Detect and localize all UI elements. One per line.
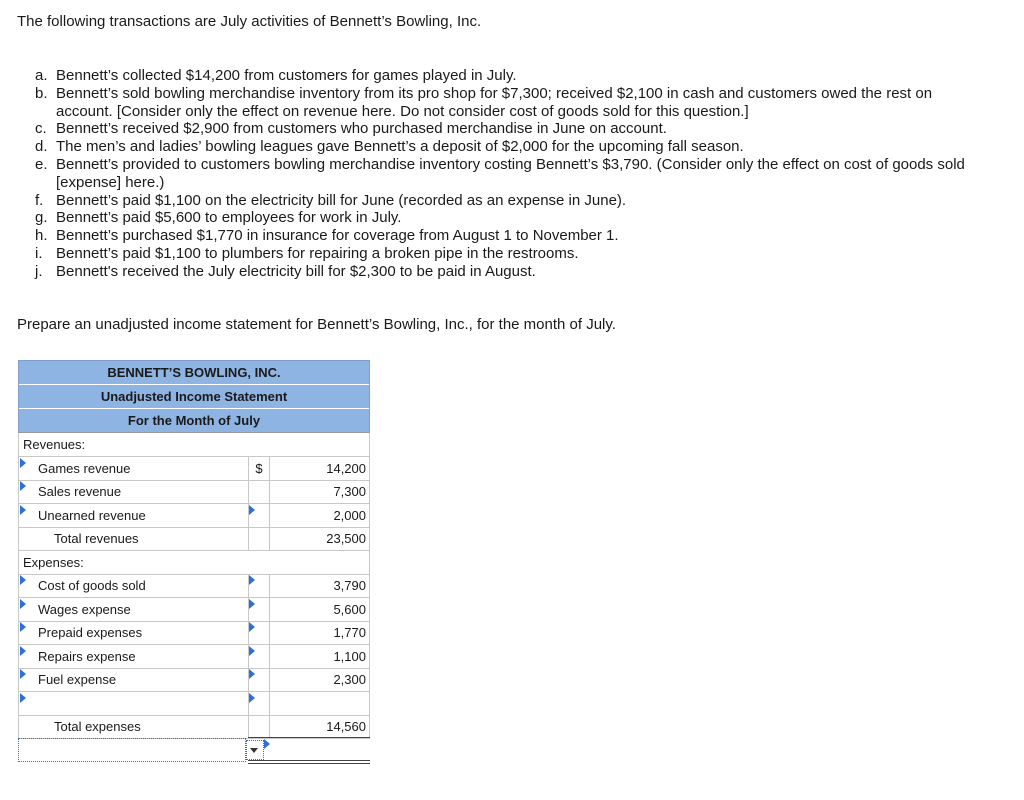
revenue-account-select[interactable]: Sales revenue — [19, 480, 249, 504]
transaction-item: g. Bennett’s paid $5,600 to employees for work in July. — [35, 209, 402, 227]
statement-header — [18, 360, 370, 433]
expense-row-empty[interactable] — [18, 692, 370, 716]
revenue-amount-input[interactable]: 7,300 — [270, 480, 370, 504]
intro-text: The following transactions are July activities of Bennett’s Bowling, Inc. — [17, 13, 482, 30]
net-income-label-select[interactable] — [18, 738, 246, 762]
revenue-account-select[interactable]: Games revenue — [19, 457, 249, 481]
expense-row[interactable] — [18, 574, 370, 598]
expense-amount-input[interactable]: 3,790 — [270, 574, 370, 598]
total-revenues-row — [18, 527, 370, 551]
revenues-section-label: Revenues: — [18, 433, 370, 457]
net-income-row[interactable] — [18, 738, 370, 762]
expense-row[interactable] — [18, 621, 370, 645]
total-revenues-label: Total revenues — [19, 527, 249, 551]
expense-account-select[interactable]: Cost of goods sold — [19, 574, 249, 598]
total-expenses-row — [18, 715, 370, 739]
statement-title: Unadjusted Income Statement — [19, 385, 369, 409]
currency-cell — [249, 480, 270, 504]
total-expenses-label: Total expenses — [19, 715, 249, 739]
transaction-item: h. Bennett’s purchased $1,770 in insurance for coverage from August 1 to November 1. — [35, 227, 619, 245]
revenue-row[interactable] — [18, 457, 370, 481]
statement-period: For the Month of July — [19, 409, 369, 433]
transaction-item: e. Bennett’s provided to customers bowling merchandise inventory costing Bennett’s $3,790. (Consider only the effect on cost of goods sold [expense] here.) — [35, 155, 965, 191]
expense-amount-input[interactable]: 1,100 — [270, 645, 370, 669]
transaction-item: f. Bennett’s paid $1,100 on the electricity bill for June (recorded as an expense in June). — [35, 191, 627, 209]
transaction-list — [35, 67, 975, 281]
currency-symbol: $ — [249, 457, 270, 481]
currency-cell — [249, 504, 270, 528]
chevron-down-icon — [250, 748, 258, 753]
total-expenses-amount: 14,560 — [270, 715, 370, 739]
expense-account-select[interactable] — [19, 692, 249, 716]
company-name: BENNETT’S BOWLING, INC. — [19, 361, 369, 385]
revenue-row[interactable] — [18, 480, 370, 504]
income-statement — [18, 360, 370, 739]
expense-amount-input[interactable] — [270, 692, 370, 716]
question-prompt: Prepare an unadjusted income statement for Bennett’s Bowling, Inc., for the month of July. — [17, 316, 616, 333]
expense-row[interactable] — [18, 598, 370, 622]
expense-account-select[interactable]: Wages expense — [19, 598, 249, 622]
input-flag-icon — [264, 739, 270, 749]
expense-row[interactable] — [18, 645, 370, 669]
revenue-row[interactable] — [18, 504, 370, 528]
expenses-section-label: Expenses: — [18, 551, 370, 575]
underline — [248, 737, 370, 738]
transaction-item: d. The men’s and ladies’ bowling leagues gave Bennett’s a deposit of $2,000 for the upcoming fall season. — [35, 138, 744, 156]
total-revenues-amount: 23,500 — [270, 527, 370, 551]
transaction-item: a. Bennett’s collected $14,200 from customers for games played in July. — [35, 67, 517, 84]
transaction-item: b. Bennett’s sold bowling merchandise inventory from its pro shop for $7,300; received $2,100 in cash and customers owed the rest on account. [Consider only the effect on revenue here. Do not consider cost of goods sold for this question.] — [35, 84, 933, 120]
expense-account-select[interactable]: Fuel expense — [19, 668, 249, 692]
expense-amount-input[interactable]: 1,770 — [270, 621, 370, 645]
transaction-item: c. Bennett’s received $2,900 from customers who purchased merchandise in June on account. — [35, 120, 667, 138]
revenue-amount-input[interactable]: 14,200 — [270, 457, 370, 481]
expense-row[interactable] — [18, 668, 370, 692]
double-underline[interactable] — [248, 760, 370, 764]
transaction-item: j. Bennett's received the July electricity bill for $2,300 to be paid in August. — [35, 262, 536, 280]
revenue-account-select[interactable]: Unearned revenue — [19, 504, 249, 528]
transaction-item: i. Bennett’s paid $1,100 to plumbers for repairing a broken pipe in the restrooms. — [35, 244, 579, 262]
revenue-amount-input[interactable]: 2,000 — [270, 504, 370, 528]
expense-account-select[interactable]: Prepaid expenses — [19, 621, 249, 645]
expense-account-select[interactable]: Repairs expense — [19, 645, 249, 669]
net-income-dropdown[interactable] — [246, 740, 264, 760]
expense-amount-input[interactable]: 2,300 — [270, 668, 370, 692]
expense-amount-input[interactable]: 5,600 — [270, 598, 370, 622]
